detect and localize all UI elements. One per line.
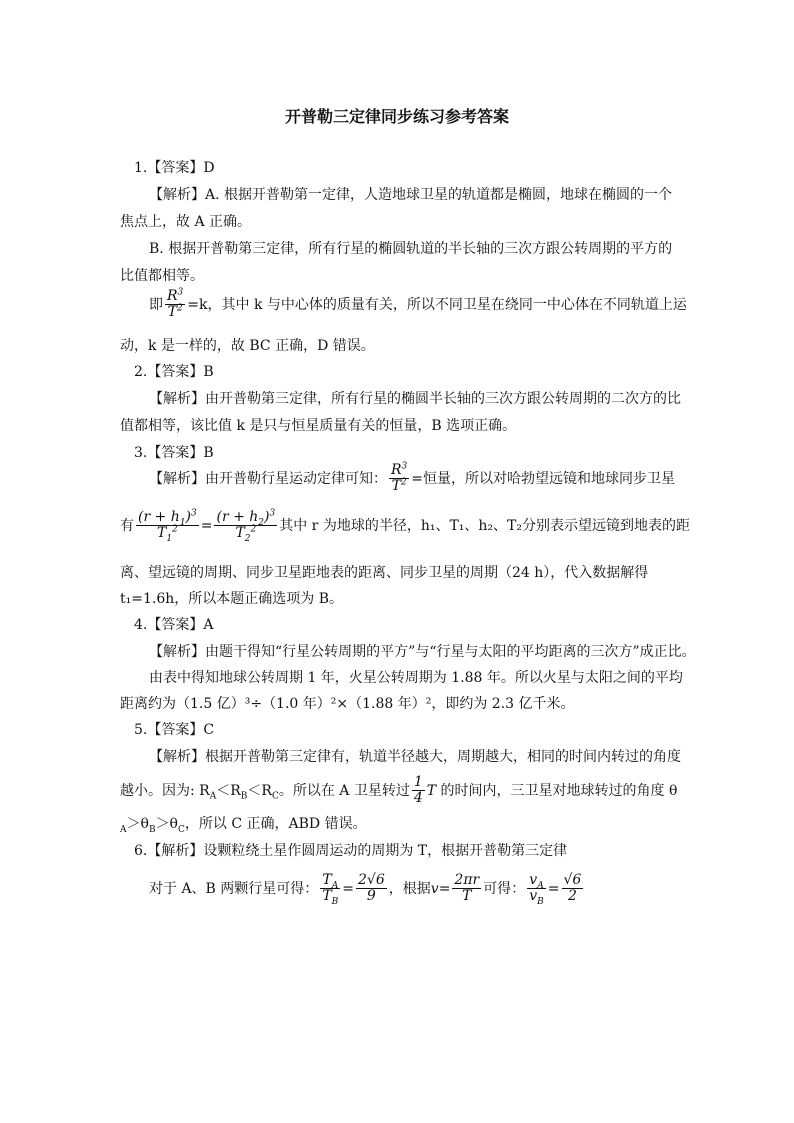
q6-fraction-va-vb: $\frac{v_A}{v_B}$ — [529, 872, 544, 908]
q3-fraction-satellite1: $\frac{(r + h_1)^3}{T_1^2}$ — [138, 508, 197, 545]
q3-fraction-r3-t2: $\frac{R^3}{T^2}$ — [391, 461, 408, 495]
q1-ji: 即 — [149, 296, 163, 313]
q2-answer: 2.【答案】B — [134, 364, 214, 380]
q3-equation-line: 有 $\frac{(r + h_1)^3}{T_1^2}$ = $\frac{(r + h_2)^3}{T_2^2}$ 其中 r 为地球的半径，h₁、T₁、h₂、T₂分别表示望远镜到地表的距 — [120, 508, 690, 545]
q3-fraction-satellite2: $\frac{(r + h_2)^3}{T_2^2}$ — [216, 508, 276, 545]
q3-analysis-line1: 【解析】由开普勒行星运动定律可知： $\frac{R^3}{T^2}$ =恒量，所以对哈勃望远镜和地球同步卫星 — [149, 461, 676, 495]
q1-answer: 1.【答案】D — [134, 160, 215, 176]
q5-answer: 5.【答案】C — [134, 722, 215, 738]
q1-analysis-b-line1: B. 根据开普勒第三定律，所有行星的椭圆轨道的半长轴的三次方跟公转周期的平方的 — [149, 241, 673, 257]
q5-analysis-line3: $_A>\theta_B>\theta_C$，所以 C 正确，ABD 错误。 — [120, 816, 367, 835]
q6-formula-line: 对于 A、B 两颗行星可得： $\frac{T_A}{T_B}$ = $\frac{2√6}{9}$ ，根据v= $\frac{2\pi r}{T}$ 可得： $\frac{v_A}{v_B}$ = $\frac{√6}{2}$ — [149, 872, 582, 908]
q1-analysis-a-line1: 【解析】A. 根据开普勒第一定律，人造地球卫星的轨道都是椭圆，地球在椭圆的一个 — [149, 187, 673, 203]
q4-analysis-line1: 【解析】由题干得知“行星公转周期的平方”与“行星与太阳的平均距离的三次方”成正比。 — [149, 644, 696, 660]
q1-analysis-b-line2: 比值都相等。 — [120, 268, 204, 284]
q5-fraction-quarter: $\frac{1}{4}$ — [413, 774, 423, 807]
q3-answer: 3.【答案】B — [134, 445, 214, 461]
q1-after-fraction: =k，其中 k 与中心体的质量有关，所以不同卫星在绕同一中心体在不同轨道上运 — [187, 296, 687, 313]
q6-fraction-ta-tb: $\frac{T_A}{T_B}$ — [322, 872, 339, 908]
q5-analysis-line1: 【解析】根据开普勒第三定律有，轨道半径越大，周期越大，相同的时间内转过的角度 — [149, 749, 681, 765]
q6-fraction-root6-2: $\frac{√6}{2}$ — [563, 872, 582, 905]
q6-fraction-2root6-9: $\frac{2√6}{9}$ — [358, 872, 385, 905]
q5-analysis-line2: 越小。因为: $R_A<R_B<R_C$。所以在 A 卫星转过 $\frac{1}{4}$ T 的时间内，三卫星对地球转过的角度 θ — [120, 774, 678, 807]
q6-analysis-line1: 6.【解析】设颗粒绕土星作圆周运动的周期为 T，根据开普勒第三定律 — [134, 843, 568, 859]
q6-fraction-2pir-t: $\frac{2\pi r}{T}$ — [454, 872, 480, 905]
q1-fraction-r3-t2: $\frac{R^3}{T^2}$ — [167, 287, 184, 321]
q4-answer: 4.【答案】A — [134, 617, 214, 633]
q4-analysis-line3: 距离约为（1.5 亿）³÷（1.0 年）²×（1.88 年）²，即约为 2.3 亿千米。 — [120, 696, 575, 712]
q1-analysis-last: 动，k 是一样的，故 BC 正确，D 错误。 — [120, 338, 375, 354]
q3-analysis-line4: t₁=1.6h，所以本题正确选项为 B。 — [120, 591, 343, 607]
page-title: 开普勒三定律同步练习参考答案 — [284, 107, 509, 126]
q3-analysis-line3: 离、望远镜的周期、同步卫星距地表的距离、同步卫星的周期（24 h），代入数据解得 — [120, 565, 649, 581]
q1-analysis-a-line2: 焦点上，故 A 正确。 — [120, 214, 252, 230]
q2-analysis-line2: 值都相等，该比值 k 是只与恒星质量有关的恒量，B 选项正确。 — [120, 418, 517, 434]
q2-analysis-line1: 【解析】由开普勒第三定律，所有行星的椭圆半长轴的三次方跟公转周期的二次方的比 — [149, 391, 681, 407]
q4-analysis-line2: 由表中得知地球公转周期 1 年，火星公转周期为 1.88 年。所以火星与太阳之间的平均 — [149, 670, 683, 686]
q1-formula-line — [149, 289, 687, 321]
